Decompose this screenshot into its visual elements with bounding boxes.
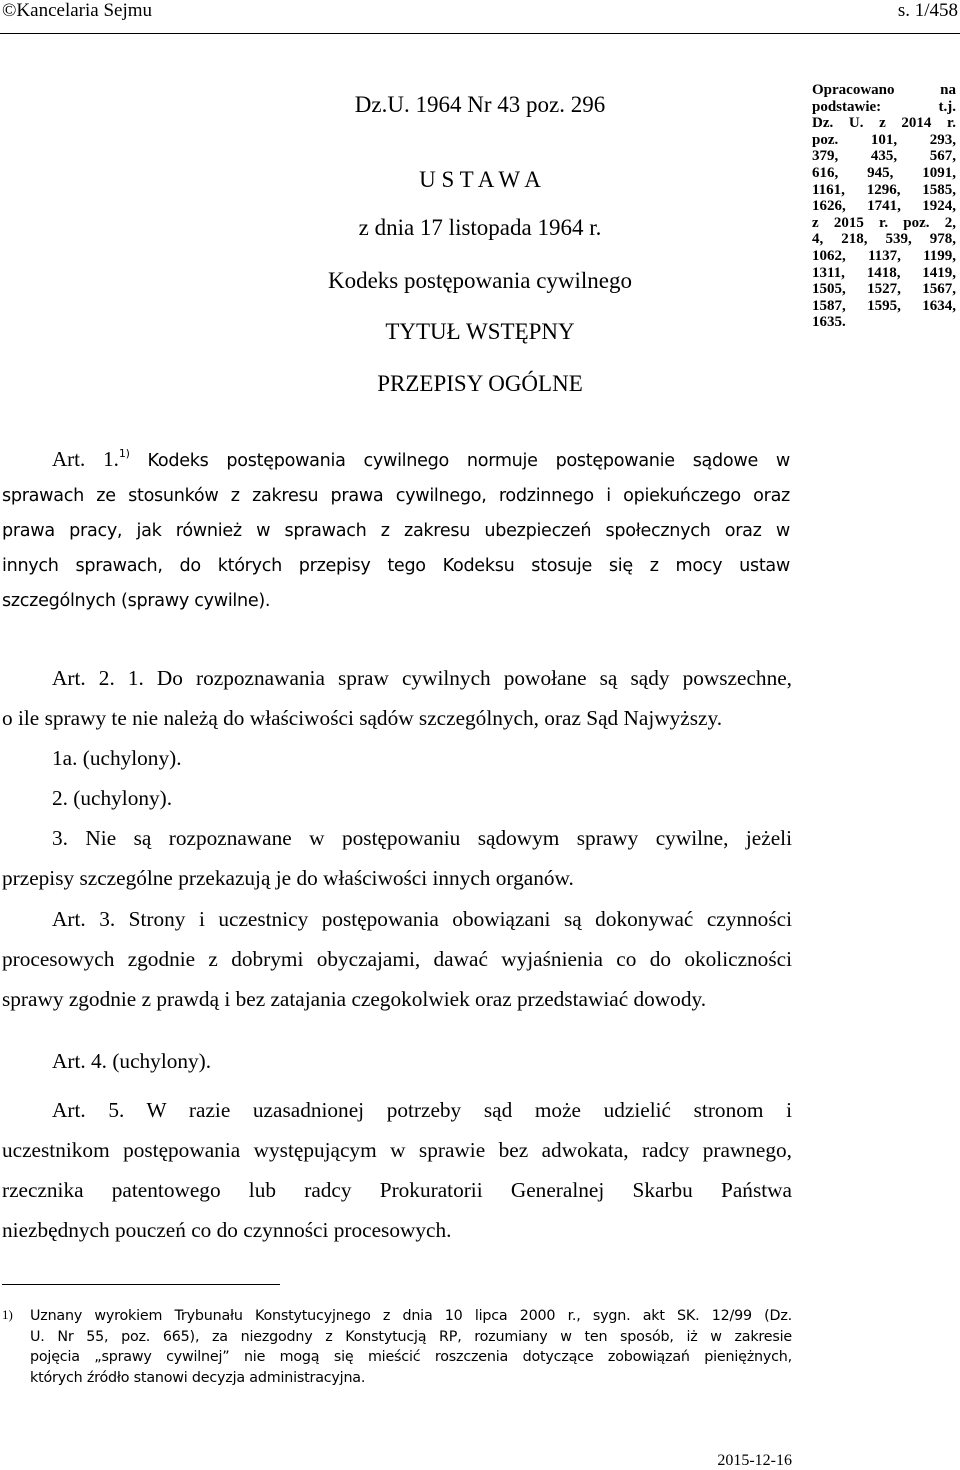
sidenote-line: 1635. — [812, 314, 846, 331]
article-4-line: Art. 4. (uchylony). — [52, 1049, 212, 1073]
article-2-par-1-cont: o ile sprawy te nie należą do właściwości sądów szczególnych, oraz Sąd Najwyższy. — [2, 706, 723, 730]
sidenote-line: poz. 101, 293, — [812, 131, 956, 148]
document-title: Kodeks postępowania cywilnego — [327, 268, 633, 293]
footnote-text — [30, 1306, 792, 1388]
sidenote-line: Dz. U. z 2014 r. — [812, 115, 956, 132]
article-2-par-3: 3. Nie są rozpoznawane w postępowaniu sądowym sprawy cywilne, jeżeli — [52, 826, 792, 850]
article-3 — [2, 899, 792, 1019]
footnote-line: U. Nr 55, poz. 665), za niezgodny z Konstytucją RP, rozumiany w ten sposób, iż w zakresie — [30, 1328, 792, 1345]
article-1-line: szczególnych (sprawy cywilne). — [2, 591, 271, 611]
footnote-reference[interactable]: 1) — [118, 447, 130, 460]
article-1 — [2, 442, 790, 619]
sidenote-line: 1626, 1741, 1924, — [812, 198, 956, 215]
part-heading: TYTUŁ WSTĘPNY — [385, 319, 575, 344]
header-publisher: ©Kancelaria Sejmu — [2, 0, 153, 21]
article-1-line: sprawach ze stosunków z zakresu prawa cywilnego, rodzinnego i opiekuńczego oraz — [2, 486, 790, 506]
article-5 — [2, 1090, 792, 1250]
section-heading: PRZEPISY OGÓLNE — [377, 371, 583, 396]
article-1-text: Kodeks postępowania cywilnego normuje postępowanie sądowe w — [147, 451, 791, 471]
sidenote-line: 379, 435, 567, — [812, 148, 956, 165]
footer-date: 2015-12-16 — [717, 1452, 792, 1469]
header-divider — [0, 33, 960, 34]
sidenote-line: podstawie: t.j. — [812, 98, 956, 115]
sidenote-line: 4, 218, 539, 978, — [812, 231, 956, 248]
article-2 — [2, 658, 792, 898]
article-3-line: procesowych zgodnie z dobrymi obyczajami, dawać wyjaśnienia co do okoliczności — [2, 947, 792, 971]
footnote-line: pojęcia „sprawy cywilnej” nie mogą się mieścić roszczenia dotyczące zobowiązań pieniężnych, — [30, 1349, 792, 1365]
consolidation-sidenote — [812, 82, 956, 331]
sidenote-line: 616, 945, 1091, — [812, 164, 956, 181]
article-1-line: innych sprawach, do których przepisy tego Kodeksu stosuje się z mocy ustaw — [2, 556, 790, 576]
sidenote-line: 1311, 1418, 1419, — [812, 264, 956, 281]
document-citation: Dz.U. 1964 Nr 43 poz. 296 — [354, 92, 606, 117]
article-5-line: uczestnikom postępowania występującym w sprawie bez adwokata, radcy prawnego, — [2, 1138, 792, 1162]
article-4 — [2, 1041, 792, 1081]
article-2-par-2: 2. (uchylony). — [52, 786, 173, 810]
header-page-number: s. 1/458 — [897, 0, 958, 21]
article-1-line: prawa pracy, jak również w sprawach z zakresu ubezpieczeń społecznych oraz w — [2, 521, 790, 541]
footnote-line: których źródło stanowi decyzja administracyjna. — [30, 1369, 366, 1386]
article-5-line: niezbędnych pouczeń co do czynności procesowych. — [2, 1218, 452, 1242]
sidenote-line: z 2015 r. poz. 2, — [812, 214, 956, 231]
article-3-line: Art. 3. Strony i uczestnicy postępowania obowiązani są dokonywać czynności — [52, 907, 792, 931]
article-3-line: sprawy zgodnie z prawdą i bez zatajania czegokolwiek oraz przedstawiać dowody. — [2, 987, 707, 1011]
article-5-line: rzecznika patentowego lub radcy Prokuratorii Generalnej Skarbu Państwa — [2, 1178, 792, 1202]
article-2-par-1a: 1a. (uchylony). — [52, 746, 182, 770]
article-2-par-1: Art. 2. 1. Do rozpoznawania spraw cywilnych powołane są sądy powszechne, — [52, 666, 792, 690]
sidenote-line: 1062, 1137, 1199, — [812, 247, 956, 264]
article-2-par-3-cont: przepisy szczególne przekazują je do właściwości innych organów. — [2, 866, 574, 890]
footnote-line: Uznany wyrokiem Trybunału Konstytucyjnego z dnia 10 lipca 2000 r., sygn. akt SK. 12/99 (Dz. — [30, 1308, 792, 1324]
article-5-line: Art. 5. W razie uzasadnionej potrzeby sąd może udzielić stronom i — [52, 1098, 792, 1122]
sidenote-line: Opracowano na — [812, 82, 956, 98]
footnote-divider — [2, 1284, 280, 1285]
sidenote-line: 1161, 1296, 1585, — [812, 181, 956, 198]
article-1-label: Art. 1. — [52, 447, 119, 471]
footnote-number: 1) — [2, 1307, 13, 1322]
document-date: z dnia 17 listopada 1964 r. — [358, 215, 602, 240]
document-type: U S T A W A — [419, 167, 541, 192]
sidenote-line: 1505, 1527, 1567, — [812, 281, 956, 298]
article-1-line-first — [2, 442, 790, 479]
sidenote-line: 1587, 1595, 1634, — [812, 297, 956, 314]
